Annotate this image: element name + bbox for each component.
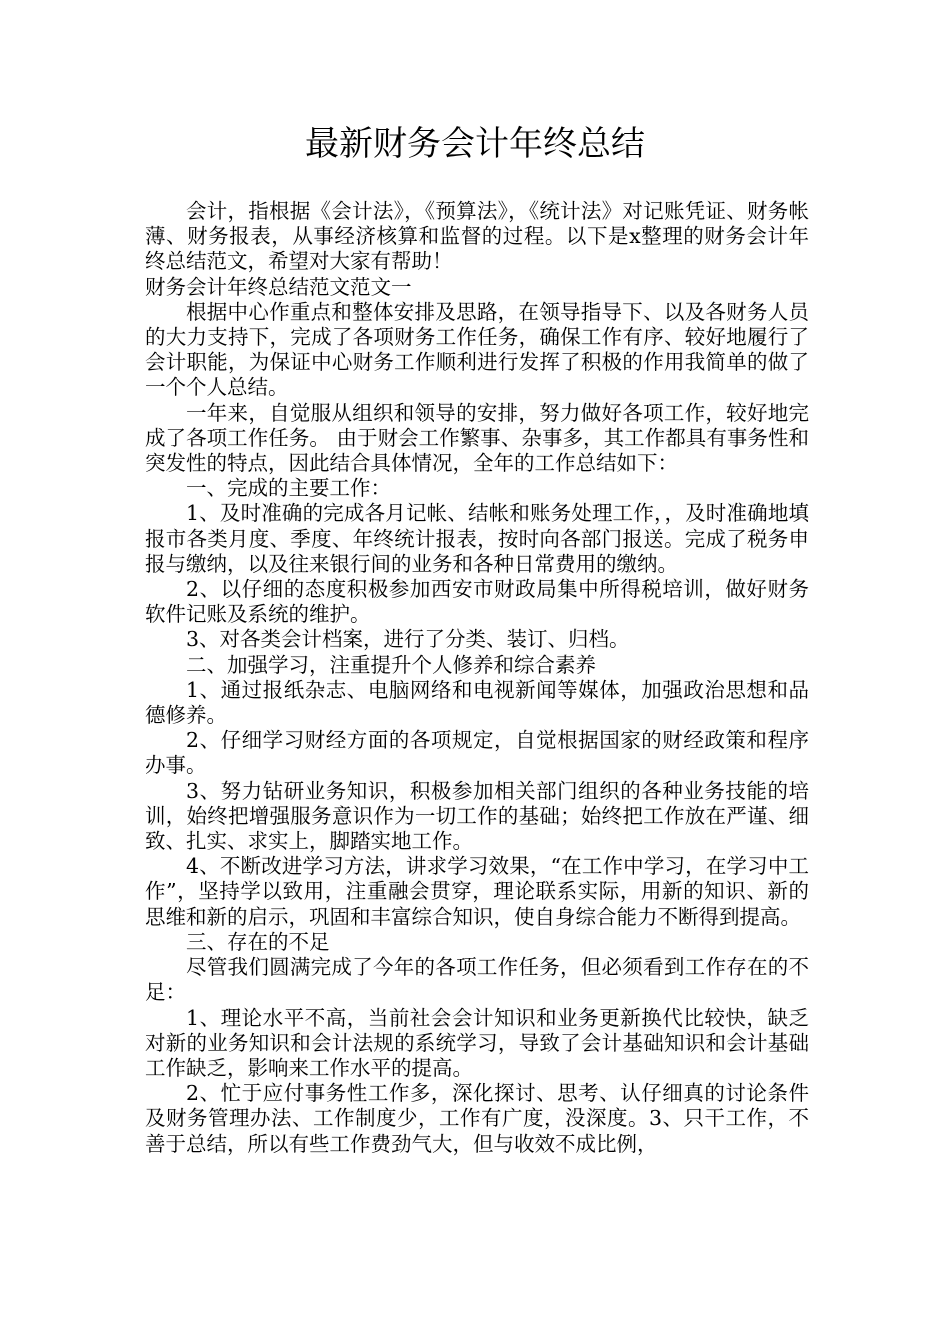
paragraph: 1、及时准确的完成各月记帐、结帐和账务处理工作，，及时准确地填报市各类月度、季度、年终统计报表，按时向各部门报送。完成了税务申报与缴纳，以及往来银行间的业务和各种日常费用的缴纳。 xyxy=(145,501,809,576)
document-title: 最新财务会计年终总结 xyxy=(305,124,645,164)
paragraph: 三、存在的不足 xyxy=(186,929,330,954)
paragraph: 一、完成的主要工作： xyxy=(186,476,391,501)
paragraph: 会计，指根据《会计法》，《预算法》，《统计法》对记账凭证、财务帐薄、财务报表，从事经济核算和监督的过程。以下是x整理的财务会计年终总结范文，希望对大家有帮助！ xyxy=(145,199,809,274)
paragraph: 3、对各类会计档案，进行了分类、装订、归档。 xyxy=(186,627,630,652)
paragraph: 3、努力钻研业务知识，积极参加相关部门组织的各种业务技能的培训，始终把增强服务意识作为一切工作的基础；始终把工作放在严谨、细致、扎实、求实上，脚踏实地工作。 xyxy=(145,778,809,854)
paragraph: 1、通过报纸杂志、电脑网络和电视新闻等媒体，加强政治思想和品德修养。 xyxy=(145,677,809,728)
paragraph: 财务会计年终总结范文范文一 xyxy=(145,274,412,299)
paragraph: 2、仔细学习财经方面的各项规定，自觉根据国家的财经政策和程序办事。 xyxy=(145,728,809,778)
paragraph: 4、不断改进学习方法，讲求学习效果，“在工作中学习，在学习中工作”，坚持学以致用，注重融会贯穿，理论联系实际，用新的知识、新的思维和新的启示，巩固和丰富综合知识，使自身综合能力不断得到提高。 xyxy=(145,854,809,929)
paragraph: 2、以仔细的态度积极参加西安市财政局集中所得税培训，做好财务软件记账及系统的维护。 xyxy=(145,577,809,627)
document-body xyxy=(145,199,809,1157)
paragraph: 1、理论水平不高，当前社会会计知识和业务更新换代比较快，缺乏对新的业务知识和会计法规的系统学习，导致了会计基础知识和会计基础工作缺乏，影响来工作水平的提高。 xyxy=(145,1005,809,1080)
paragraph: 根据中心作重点和整体安排及思路，在领导指导下、以及各财务人员的大力支持下，完成了各项财务工作任务，确保工作有序、较好地履行了会计职能，为保证中心财务工作顺利进行发挥了积极的作用我简单的做了一个个人总结。 xyxy=(145,299,809,400)
paragraph: 一年来，自觉服从组织和领导的安排，努力做好各项工作，较好地完成了各项工作任务。 由于财会工作繁事、杂事多，其工作都具有事务性和突发性的特点，因此结合具体情况，全年的工作总结如下： xyxy=(145,400,809,476)
paragraph: 2、忙于应付事务性工作多，深化探讨、思考、认仔细真的讨论条件及财务管理办法、工作制度少，工作有广度，没深度。3、只干工作，不善于总结，所以有些工作费劲气大，但与收效不成比例， xyxy=(145,1081,809,1156)
paragraph: 二、加强学习，注重提升个人修养和综合素养 xyxy=(186,652,596,677)
paragraph: 尽管我们圆满完成了今年的各项工作任务，但必须看到工作存在的不足： xyxy=(145,955,809,1005)
